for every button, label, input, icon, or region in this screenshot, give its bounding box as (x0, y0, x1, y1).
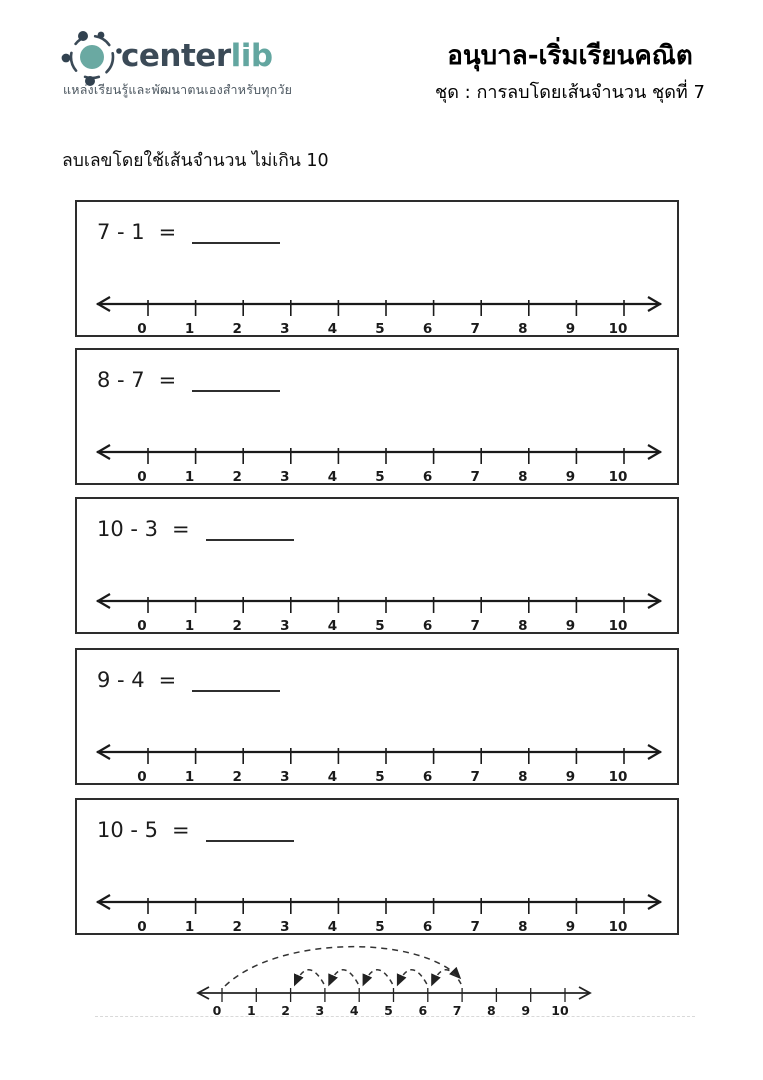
svg-text:9: 9 (565, 769, 576, 785)
svg-text:8: 8 (518, 469, 528, 485)
svg-text:6: 6 (422, 769, 433, 785)
svg-text:2: 2 (232, 919, 242, 935)
svg-text:5: 5 (375, 769, 385, 785)
logo-wordmark (121, 38, 273, 74)
scan-artifact-line (95, 1016, 695, 1017)
problem-row (97, 666, 280, 692)
number-line (77, 436, 681, 486)
number-line (77, 288, 681, 338)
problem-box-5 (75, 798, 679, 935)
logo-tagline: แหล่งเรียนรู้และพัฒนาตนเองสำหรับทุกวัย (63, 82, 293, 97)
svg-text:8: 8 (487, 1003, 496, 1018)
number-line (77, 736, 681, 786)
answer-blank[interactable] (192, 666, 280, 692)
problem-row (97, 366, 280, 392)
svg-text:6: 6 (422, 469, 433, 485)
svg-text:1: 1 (184, 919, 195, 935)
logo-wordmark-center: center (121, 38, 231, 74)
svg-text:2: 2 (281, 1003, 290, 1018)
svg-text:8: 8 (518, 618, 528, 634)
svg-text:3: 3 (280, 769, 290, 785)
problem-box-3 (75, 497, 679, 634)
title-block (415, 40, 725, 106)
equals-sign: = (158, 368, 177, 392)
example-diagram (150, 930, 650, 1025)
svg-text:1: 1 (184, 321, 195, 337)
problem-expression: 7 - 1 (97, 220, 145, 244)
svg-text:7: 7 (470, 469, 480, 485)
svg-text:10: 10 (608, 469, 628, 485)
answer-blank[interactable] (206, 816, 294, 842)
problem-row (97, 816, 294, 842)
svg-text:2: 2 (232, 618, 242, 634)
equals-sign: = (172, 818, 190, 842)
svg-text:7: 7 (470, 618, 480, 634)
svg-text:4: 4 (327, 618, 338, 634)
svg-text:0: 0 (137, 618, 147, 634)
svg-text:4: 4 (327, 919, 338, 935)
svg-text:10: 10 (608, 618, 628, 634)
number-line (77, 585, 681, 635)
svg-text:10: 10 (608, 321, 628, 337)
svg-text:2: 2 (232, 321, 242, 337)
problem-row (97, 515, 294, 541)
svg-text:0: 0 (212, 1003, 222, 1018)
svg-text:9: 9 (565, 919, 576, 935)
answer-blank[interactable] (192, 218, 280, 244)
problem-box-1 (75, 200, 679, 337)
svg-text:4: 4 (327, 469, 338, 485)
problem-expression: 10 - 5 (97, 818, 159, 842)
svg-text:2: 2 (232, 469, 242, 485)
svg-text:0: 0 (137, 321, 147, 337)
svg-text:1: 1 (184, 618, 195, 634)
svg-text:4: 4 (327, 769, 338, 785)
svg-text:8: 8 (518, 919, 528, 935)
svg-text:6: 6 (422, 321, 433, 337)
svg-text:5: 5 (375, 321, 385, 337)
svg-text:5: 5 (384, 1003, 393, 1018)
svg-text:7: 7 (470, 919, 480, 935)
number-line (77, 886, 681, 936)
svg-text:6: 6 (418, 1003, 428, 1018)
instruction-text: ลบเลขโดยใช้เส้นจำนวน ไม่เกิน 10 (62, 151, 329, 171)
svg-text:9: 9 (521, 1003, 531, 1018)
svg-text:10: 10 (551, 1003, 569, 1018)
centerlib-logo-icon (60, 26, 124, 86)
svg-text:7: 7 (470, 321, 480, 337)
svg-text:10: 10 (608, 769, 628, 785)
problem-box-4 (75, 648, 679, 785)
svg-text:9: 9 (565, 321, 576, 337)
svg-text:2: 2 (232, 769, 242, 785)
example-number-line (150, 930, 650, 1025)
problem-expression: 10 - 3 (97, 517, 159, 541)
svg-text:3: 3 (280, 469, 290, 485)
svg-text:9: 9 (565, 618, 576, 634)
svg-text:9: 9 (565, 469, 576, 485)
svg-text:1: 1 (184, 469, 195, 485)
svg-text:1: 1 (246, 1003, 256, 1018)
svg-text:8: 8 (518, 321, 528, 337)
equals-sign: = (158, 668, 177, 692)
answer-blank[interactable] (192, 366, 280, 392)
logo-wordmark-lib: lib (230, 38, 273, 74)
svg-text:0: 0 (137, 469, 147, 485)
svg-text:7: 7 (470, 769, 480, 785)
svg-text:0: 0 (137, 769, 147, 785)
svg-text:3: 3 (280, 919, 290, 935)
svg-text:0: 0 (137, 919, 147, 935)
worksheet-title: อนุบาล-เริ่มเรียนคณิต (447, 41, 693, 71)
svg-text:7: 7 (452, 1003, 462, 1018)
svg-text:6: 6 (422, 618, 433, 634)
svg-text:5: 5 (375, 469, 385, 485)
svg-text:4: 4 (327, 321, 338, 337)
problem-expression: 8 - 7 (97, 368, 145, 392)
svg-text:4: 4 (349, 1003, 359, 1018)
equals-sign: = (172, 517, 190, 541)
problem-expression: 9 - 4 (97, 668, 145, 692)
svg-text:5: 5 (375, 618, 385, 634)
svg-text:6: 6 (422, 919, 433, 935)
svg-text:10: 10 (608, 919, 628, 935)
worksheet-subtitle: ชุด : การลบโดยเส้นจำนวน ชุดที่ 7 (435, 81, 705, 103)
svg-text:1: 1 (184, 769, 195, 785)
equals-sign: = (158, 220, 177, 244)
svg-text:8: 8 (518, 769, 528, 785)
svg-text:5: 5 (375, 919, 385, 935)
answer-blank[interactable] (206, 515, 294, 541)
svg-text:3: 3 (280, 618, 290, 634)
problem-row (97, 218, 280, 244)
problem-box-2 (75, 348, 679, 485)
svg-text:3: 3 (280, 321, 290, 337)
svg-text:3: 3 (315, 1003, 325, 1018)
